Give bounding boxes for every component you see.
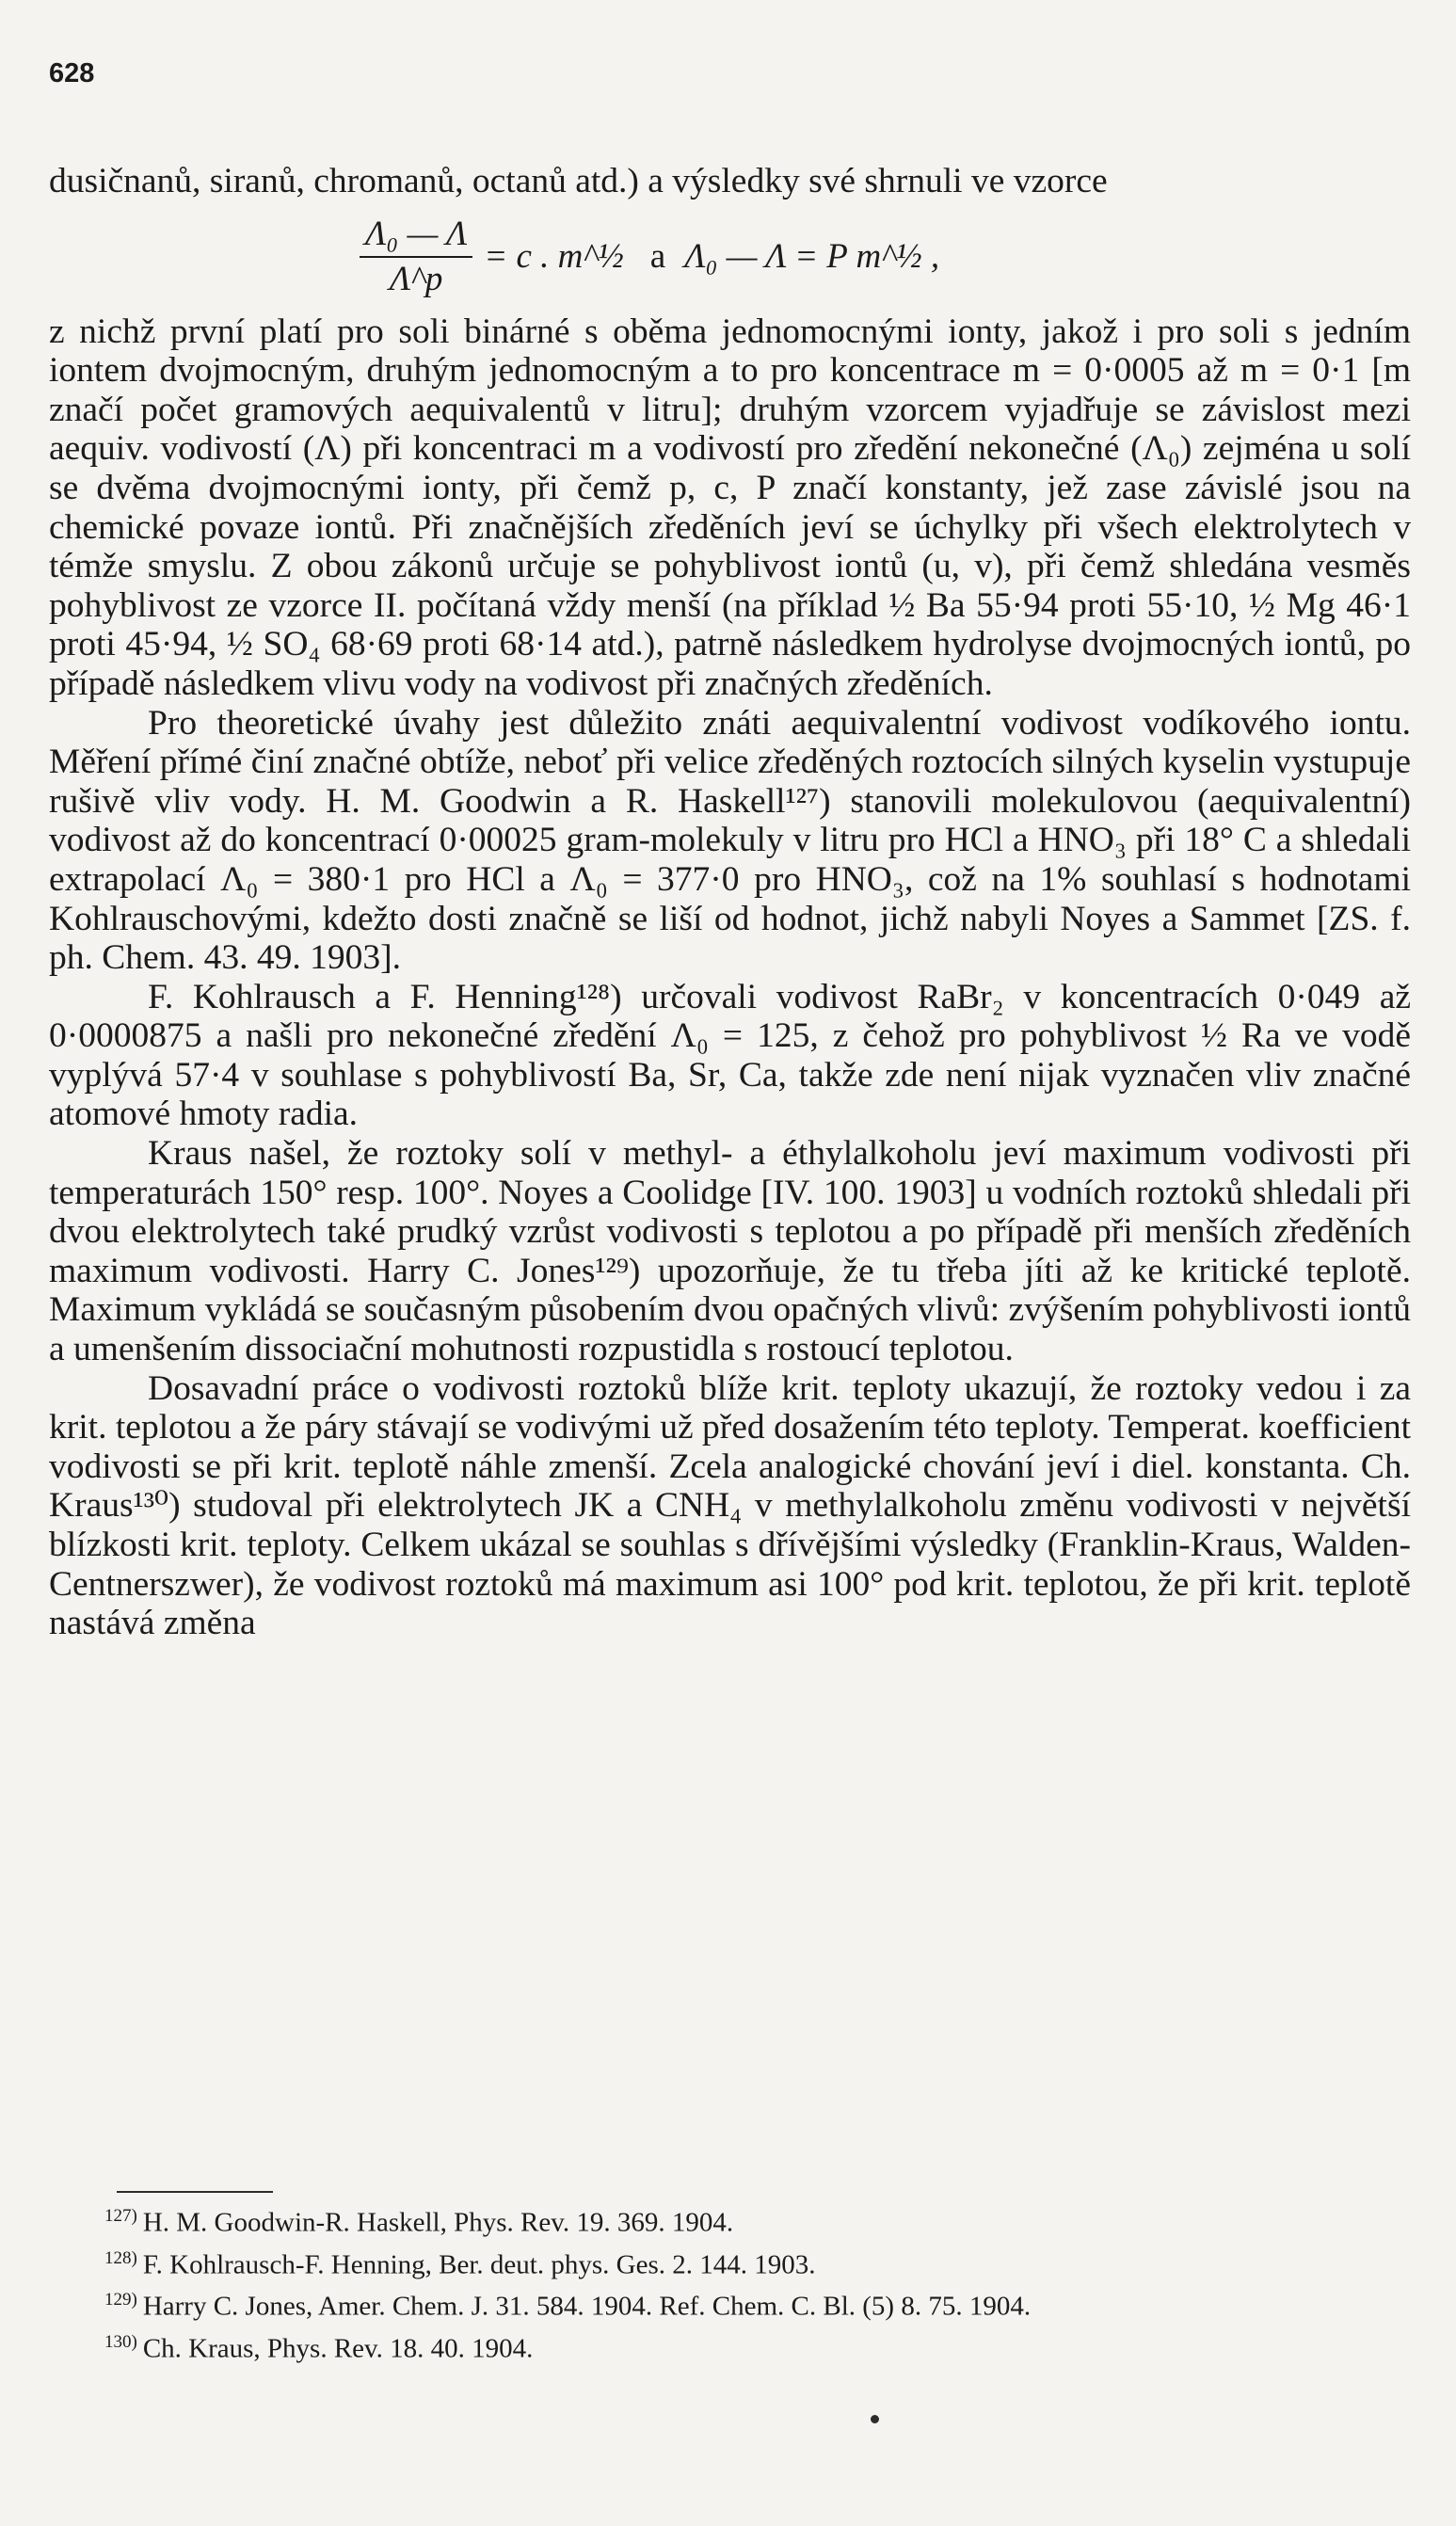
footnote-mark: 130) [104, 2331, 137, 2352]
paragraph-1: dusičnanů, siranů, chromanů, octanů atd.) a výsledky své shrnuli ve vzorce [49, 162, 1108, 200]
footnote-127 [49, 2198, 1411, 2241]
body-text [49, 162, 1411, 1643]
footnote-129 [49, 2282, 1411, 2325]
formula-numerator: Λ₀ — Λ [360, 215, 472, 258]
footnote-text: F. Kohlrausch-F. Henning, Ber. deut. phys. Ges. 2. 144. 1903. [142, 2249, 816, 2280]
paragraph-2: z nichž první platí pro soli binárné s oběma jednomocnými ionty, jakož i pro soli s jedním iontem dvojmocným, druhým jednomocným a to pro koncentrace m = 0·0005 až m = 0·1 [m značí počet gramových aequivalentů v litru]; druhým vzorcem vyjadřuje se závislost mezi aequiv. vodivostí (Λ) při koncentraci m a vodivostí pro zředění nekonečné (Λ₀) zejména u solí se dvěma dvojmocnými ionty, při čemž p, c, P značí konstanty, jež zase závislé jsou na chemické povaze iontů. Při značnějších zředěních jeví se úchylky při všech elektrolytech v témže smyslu. Z obou zákonů určuje se pohyblivost iontů (u, v), při čemž shledána vesměs pohyblivost ze vzorce II. počítaná vždy menší (na příklad ½ Ba 55·94 proti 55·10, ½ Mg 46·1 proti 45·94, ½ SO₄ 68·69 proti 68·14 atd.), patrně následkem hydrolyse dvojmocných iontů, po případě následkem vlivu vody na vodivost při značných zředěních. [49, 312, 1411, 703]
formula-second: Λ₀ — Λ = P m^½ , [684, 236, 940, 276]
footnote-text: Harry C. Jones, Amer. Chem. J. 31. 584. 1904. Ref. Chem. C. Bl. (5) 8. 75. 1904. [142, 2291, 1032, 2322]
formula-denominator: Λ^p [389, 259, 443, 298]
formula-fraction [360, 215, 472, 298]
ink-speck [871, 2415, 879, 2423]
footnote-divider [117, 2191, 273, 2193]
formula [49, 201, 1411, 312]
footnote-mark: 129) [104, 2290, 137, 2310]
paragraph-5: Kraus našel, že roztoky solí v methyl- a éthylalkoholu jeví maximum vodivosti při temperaturách 150° resp. 100°. Noyes a Coolidge [IV. 100. 1903] u vodních roztoků shledali při dvou elektrolytech také prudký vzrůst vodivosti s teplotou a po případě při menších zředěních maximum vodivosti. Harry C. Jones¹²⁹) upozorňuje, že tu třeba jíti až ke kritické teplotě. Maximum vykládá se současným působením dvou opačných vlivů: zvýšením pohyblivosti iontů a umenšením dissociační mohutnosti rozpustidla s rostoucí teplotou. [49, 1134, 1411, 1369]
formula-first-rhs: = c . m^½ [484, 236, 624, 276]
paragraph-6: Dosavadní práce o vodivosti roztoků blíže krit. teploty ukazují, že roztoky vedou i za krit. teplotou a že páry stávají se vodivými už před dosažením této teploty. Temperat. koefficient vodivosti se při krit. teplotě náhle zmenší. Zcela analogické chování jeví i diel. konstanta. Ch. Kraus¹³⁰) studoval při elektrolytech JK a CNH₄ v methylalkoholu změnu vodivosti v největší blízkosti krit. teploty. Celkem ukázal se souhlas s dřívějšími výsledky (Franklin-Kraus, Walden-Centnerszwer), že vodivost roztoků má maximum asi 100° pod krit. teplotou, že při krit. teplotě nastává změna [49, 1368, 1411, 1643]
footnote-mark: 127) [104, 2206, 137, 2226]
footnotes [49, 2198, 1411, 2367]
page-number: 628 [49, 58, 95, 88]
footnote-130 [49, 2325, 1411, 2367]
footnote-mark: 128) [104, 2247, 137, 2268]
formula-conjunction: a [649, 236, 666, 276]
paragraph-3: Pro theoretické úvahy jest důležito znáti aequivalentní vodivost vodíkového iontu. Měření přímé činí značné obtíže, neboť při velice zředěných roztocích silných kyselin vystupuje rušivě vliv vody. H. M. Goodwin a R. Haskell¹²⁷) stanovili molekulovou (aequivalentní) vodivost až do koncentrací 0·00025 gram-molekuly v litru pro HCl a HNO₃ při 18° C a shledali extrapolací Λ₀ = 380·1 pro HCl a Λ₀ = 377·0 pro HNO₃, což na 1% souhlasí s hodnotami Kohlrauschovými, kdežto dosti značně se liší od hodnot, jichž nabyli Noyes a Sammet [ZS. f. ph. Chem. 43. 49. 1903]. [49, 703, 1411, 978]
paragraph-4: F. Kohlrausch a F. Henning¹²⁸) určovali vodivost RaBr₂ v koncentracích 0·049 až 0·0000875 a našli pro nekonečné zředění Λ₀ = 125, z čehož pro pohyblivost ½ Ra ve vodě vyplývá 57·4 v souhlase s pohyblivostí Ba, Sr, Ca, takže zde není nijak vyznačen vliv značné atomové hmoty radia. [49, 977, 1411, 1134]
footnote-text: Ch. Kraus, Phys. Rev. 18. 40. 1904. [142, 2333, 534, 2364]
footnote-text: H. M. Goodwin-R. Haskell, Phys. Rev. 19. 369. 1904. [142, 2207, 734, 2238]
footnote-128 [49, 2241, 1411, 2283]
